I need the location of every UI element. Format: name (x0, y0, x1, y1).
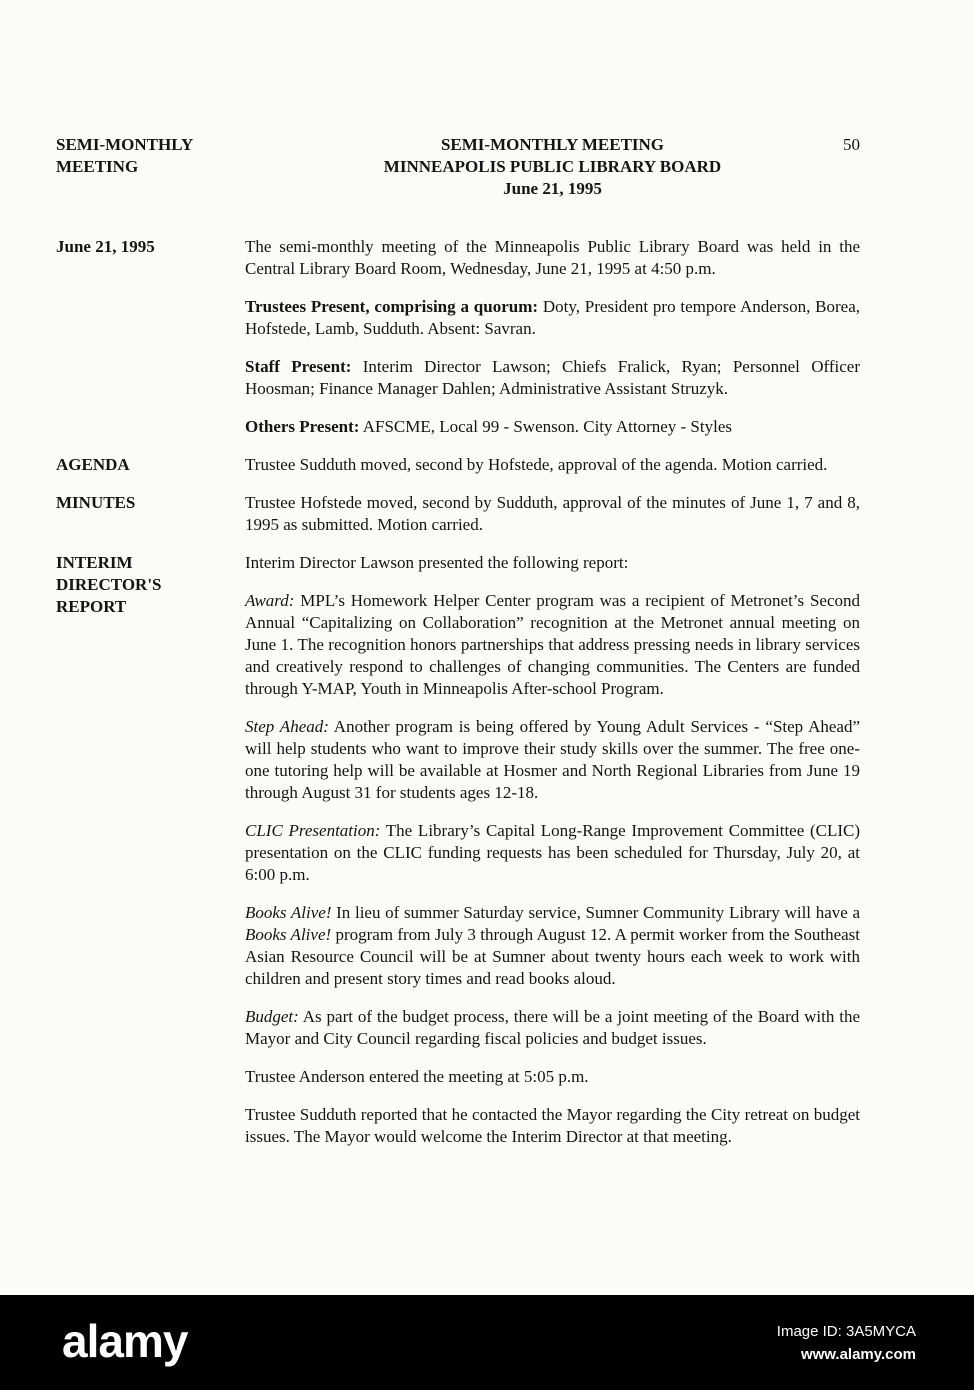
watermark-bar (0, 1295, 974, 1390)
paragraph-text: Another program is being offered by Young Adult Services - “Step Ahead” will help students who want to improve their study skills over the summer. The free one-one tutoring help will be available at Hosmer and North Regional Libraries from June 19 through August 31 for students ages 12-18. (245, 717, 860, 802)
doc-block (245, 716, 860, 804)
paragraph-lead: Staff Present: (245, 357, 352, 376)
paragraph-text: As part of the budget process, there will be a joint meeting of the Board with the Mayor and City Council regarding fiscal policies and budget issues. (245, 1007, 860, 1048)
body-paragraph (245, 454, 860, 476)
paragraph-text: Trustee Hofstede moved, second by Sudduth, approval of the minutes of June 1, 7 and 8, 1995 as submitted. Motion carried. (245, 493, 860, 534)
doc-block (245, 416, 860, 438)
document-header (56, 134, 860, 200)
paragraph-text: program from July 3 through August 12. A permit worker from the Southeast Asian Resource Council will be at Sumner about twenty hours each week to work with children and present story times and read books aloud. (245, 925, 860, 988)
title-line-3: June 21, 1995 (503, 179, 602, 198)
body-paragraph (245, 1104, 860, 1148)
body-paragraph (245, 1066, 860, 1088)
image-id: Image ID: 3A5MYCA (776, 1322, 916, 1340)
paragraph-lead: Award: (245, 591, 295, 610)
doc-block (245, 1066, 860, 1088)
paragraph-text: In lieu of summer Saturday service, Sumner Community Library will have a (331, 903, 860, 922)
doc-block (245, 1104, 860, 1148)
margin-label-semi-monthly-meeting: SEMI-MONTHLY MEETING (56, 135, 193, 176)
doc-block (245, 296, 860, 340)
body-paragraph (245, 356, 860, 400)
margin-label-minutes: MINUTES (56, 493, 136, 512)
title-line-1: SEMI-MONTHLY MEETING (440, 135, 665, 154)
body-paragraph (245, 492, 860, 536)
body-paragraph (245, 820, 860, 886)
title-line-2: MINNEAPOLIS PUBLIC LIBRARY BOARD (383, 157, 722, 176)
paragraph-lead: Others Present: (245, 417, 360, 436)
doc-block (245, 820, 860, 886)
body-paragraph (245, 416, 860, 438)
document-title (245, 134, 860, 200)
body-paragraph (245, 1006, 860, 1050)
paragraph-text: The semi-monthly meeting of the Minneapolis Public Library Board was held in the Central Library Board Room, Wednesday, June 21, 1995 at 4:50 p.m. (245, 237, 860, 278)
body-paragraph (245, 902, 860, 990)
paragraph-text: Trustee Sudduth reported that he contacted the Mayor regarding the City retreat on budget issues. The Mayor would welcome the Interim Director at that meeting. (245, 1105, 860, 1146)
body-paragraph (245, 552, 860, 574)
paragraph-lead: Budget: (245, 1007, 299, 1026)
doc-block (245, 356, 860, 400)
body-paragraph (245, 590, 860, 700)
alamy-url: www.alamy.com (800, 1345, 916, 1363)
page-number: 50 (843, 135, 860, 154)
paragraph-text: MPL’s Homework Helper Center program was a recipient of Metronet’s Second Annual “Capitalizing on Collaboration” recognition at the Metronet annual meeting on June 1. The recognition honors partnerships that address pressing needs in library services and creatively respond to challenges of changing communities. The Centers are funded through Y-MAP, Youth in Minneapolis After-school Program. (245, 591, 860, 698)
doc-block (245, 590, 860, 700)
body-paragraph (245, 236, 860, 280)
watermark-info (777, 1320, 916, 1366)
paragraph-text: The Library’s Capital Long-Range Improvement Committee (CLIC) presentation on the CLIC funding requests has been scheduled for Thursday, July 20, at 6:00 p.m. (245, 821, 860, 884)
doc-block (56, 492, 860, 536)
paragraph-text: Doty, President pro tempore Anderson, Borea, Hofstede, Lamb, Sudduth. Absent: Savran. (245, 297, 860, 338)
margin-label-agenda: AGENDA (56, 455, 130, 474)
paragraph-text: Interim Director Lawson presented the following report: (245, 553, 629, 572)
paragraph-text: Interim Director Lawson; Chiefs Fralick, Ryan; Personnel Officer Hoosman; Finance Manager Dahlen; Administrative Assistant Struzyk. (245, 357, 860, 398)
body-paragraph (245, 296, 860, 340)
doc-block (245, 1006, 860, 1050)
paragraph-inline-italic: Books Alive! (245, 925, 332, 944)
doc-block (56, 236, 860, 280)
margin-label-date: June 21, 1995 (56, 237, 155, 256)
paragraph-text: AFSCME, Local 99 - Swenson. City Attorney - Styles (359, 417, 732, 436)
paragraph-lead: Books Alive! (245, 903, 332, 922)
paragraph-lead: CLIC Presentation: (245, 821, 381, 840)
body-paragraph (245, 716, 860, 804)
alamy-logo: alamy (62, 1314, 188, 1367)
paragraph-lead: Trustees Present, comprising a quorum: (245, 297, 539, 316)
paragraph-text: Trustee Anderson entered the meeting at 5:05 p.m. (245, 1067, 589, 1086)
doc-block (56, 454, 860, 476)
paragraph-text: Trustee Sudduth moved, second by Hofstede, approval of the agenda. Motion carried. (245, 455, 828, 474)
paragraph-lead: Step Ahead: (245, 717, 329, 736)
doc-block (245, 902, 860, 990)
margin-label-interim-directors-report: INTERIM DIRECTOR'S REPORT (56, 553, 162, 616)
